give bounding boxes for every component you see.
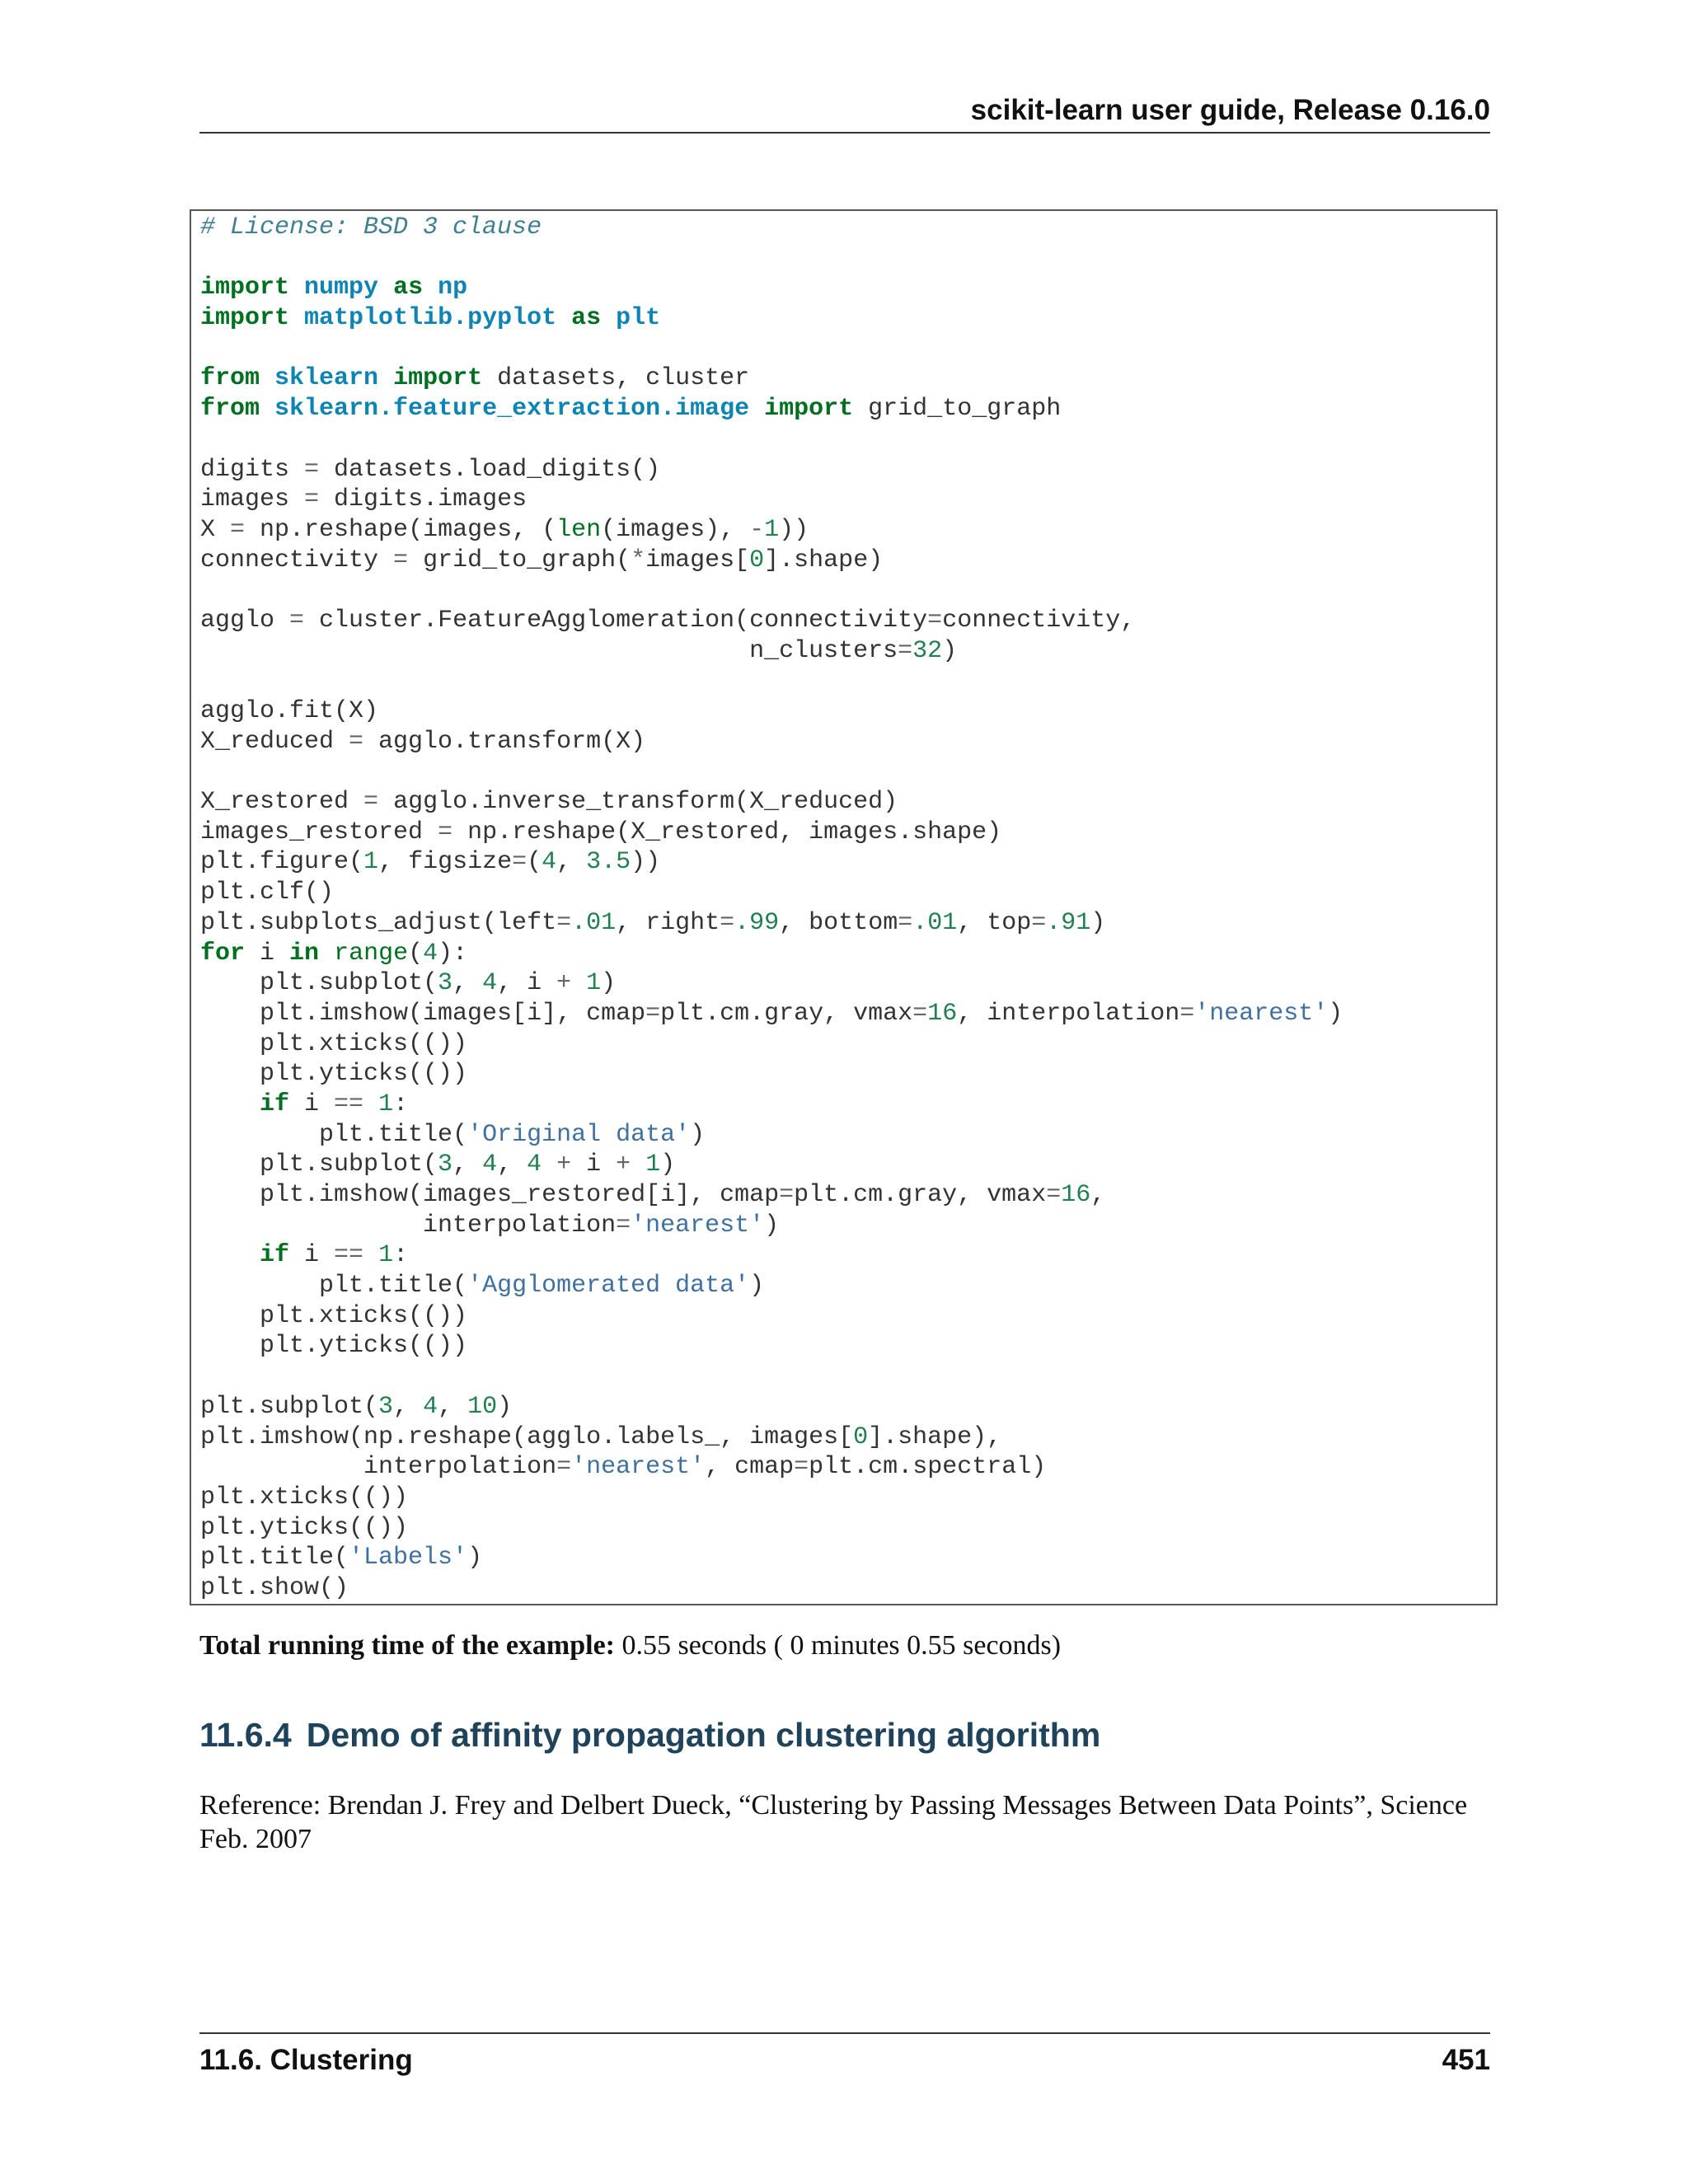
code-line: import numpy as np (200, 274, 468, 302)
code-line: plt.clf() (200, 879, 335, 907)
code-line (200, 424, 1343, 455)
page-header (199, 89, 1490, 134)
code-line (200, 757, 1343, 787)
code-line (200, 243, 1343, 274)
code-line: plt.yticks(()) (200, 1332, 468, 1361)
footer-section: 11.6. Clustering (199, 2044, 413, 2076)
code-line: plt.imshow(images[i], cmap=plt.cm.gray, vmax=16, interpolation='nearest') (200, 999, 1343, 1028)
running-time-label: Total running time of the example: (199, 1630, 616, 1661)
code-line: X_reduced = agglo.transform(X) (200, 727, 646, 756)
running-time-value: 0.55 seconds ( 0 minutes 0.55 seconds) (621, 1630, 1062, 1661)
code-line: interpolation='nearest', cmap=plt.cm.spectral) (200, 1453, 1047, 1482)
code-line: plt.figure(1, figsize=(4, 3.5)) (200, 848, 661, 877)
running-time-note (199, 1630, 1061, 1661)
code-line (200, 1361, 1343, 1392)
code-line: plt.show() (200, 1573, 349, 1602)
code-line: plt.subplot(3, 4, i + 1) (200, 969, 617, 998)
code-block (190, 209, 1498, 1605)
page-footer (199, 2032, 1490, 2083)
code-line (200, 334, 1343, 364)
code-line: plt.imshow(images_restored[i], cmap=plt.cm.gray, vmax=16, (200, 1181, 1106, 1209)
code-line: plt.subplot(3, 4, 10) (200, 1392, 513, 1421)
page-number: 451 (1442, 2044, 1490, 2076)
code-listing (200, 213, 1343, 1604)
code-line: plt.title('Original data') (200, 1120, 706, 1149)
section-number: 11.6.4 (199, 1716, 292, 1754)
code-line: if i == 1: (260, 1241, 409, 1270)
code-line: plt.imshow(np.reshape(agglo.labels_, images[0].shape), (200, 1422, 1002, 1451)
code-line: X = np.reshape(images, (len(images), -1)) (200, 515, 809, 544)
code-line (200, 666, 1343, 696)
code-line: if i == 1: (260, 1090, 409, 1118)
code-line: plt.xticks(()) (200, 1483, 409, 1511)
code-line: interpolation='nearest') (200, 1211, 780, 1240)
code-line: X_restored = agglo.inverse_transform(X_reduced) (200, 788, 898, 817)
code-line: plt.yticks(()) (200, 1060, 468, 1089)
code-line: plt.xticks(()) (200, 1029, 468, 1058)
code-line: plt.subplots_adjust(left=.01, right=.99, bottom=.01, top=.91) (200, 908, 1106, 937)
code-line (200, 575, 1343, 606)
section-heading (199, 1716, 1100, 1755)
code-line: connectivity = grid_to_graph(*images[0].shape) (200, 546, 884, 574)
code-line: import matplotlib.pyplot as plt (200, 304, 661, 333)
reference-paragraph: Reference: Brendan J. Frey and Delbert Dueck, “Clustering by Passing Messages Between Data Points”, Science Feb. 2007 (199, 1790, 1468, 1854)
code-line: # License: BSD 3 clause (200, 213, 542, 241)
code-line: plt.title('Agglomerated data') (200, 1272, 765, 1301)
code-line: from sklearn import datasets, cluster (200, 364, 750, 393)
code-line: digits = datasets.load_digits() (200, 455, 661, 484)
code-line: images = digits.images (200, 485, 528, 514)
code-line: images_restored = np.reshape(X_restored, images.shape) (200, 818, 1002, 846)
code-line: plt.xticks(()) (200, 1301, 468, 1330)
code-line: plt.subplot(3, 4, 4 + i + 1) (200, 1151, 676, 1179)
code-line: plt.yticks(()) (200, 1513, 409, 1542)
code-line: plt.title('Labels') (200, 1544, 483, 1572)
code-line: n_clusters=32) (200, 636, 958, 665)
code-line: agglo.fit(X) (200, 697, 379, 725)
code-line: agglo = cluster.FeatureAgglomeration(connectivity=connectivity, (200, 606, 1136, 635)
code-line: for i in range(4): (200, 939, 468, 968)
running-header-title: scikit-learn user guide, Release 0.16.0 (970, 94, 1490, 126)
code-line: from sklearn.feature_extraction.image import grid_to_graph (200, 395, 1062, 424)
section-title: Demo of affinity propagation clustering algorithm (306, 1716, 1101, 1754)
